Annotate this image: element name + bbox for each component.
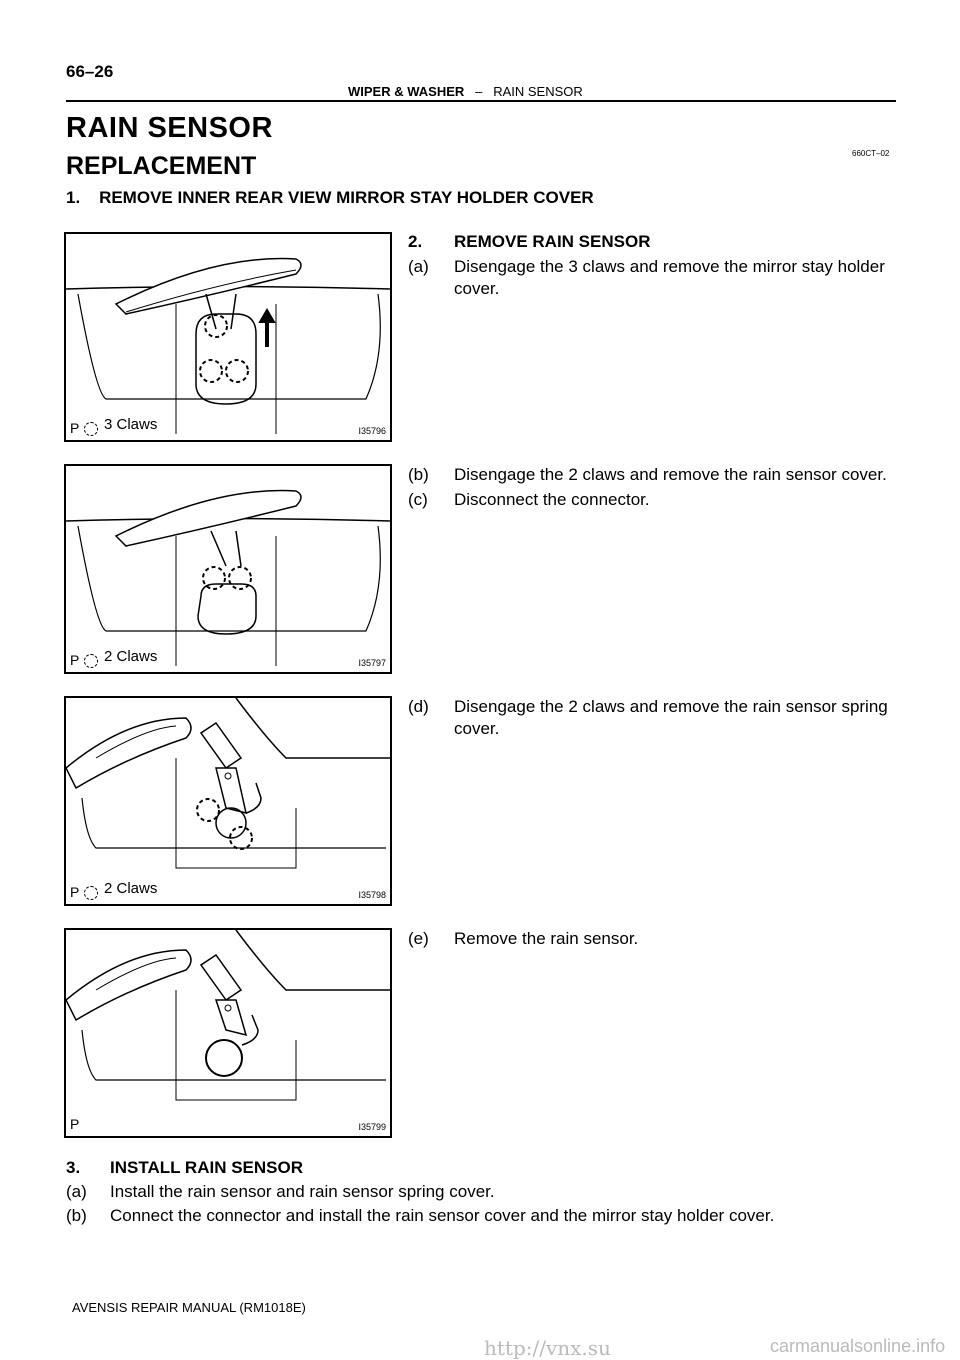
step-2d-text: Disengage the 2 claws and remove the rain sensor spring cover. xyxy=(454,697,888,738)
step-2c-label: (c) xyxy=(408,490,428,509)
step-1-heading: 1. REMOVE INNER REAR VIEW MIRROR STAY HOLDER COVER xyxy=(66,188,594,207)
figure-1-mark: P xyxy=(70,420,80,436)
illustration-spring-cover xyxy=(66,698,390,904)
step-2c-text: Disconnect the connector. xyxy=(454,490,650,509)
step-3b-text: Connect the connector and install the rain sensor cover and the mirror stay holder cover. xyxy=(110,1206,775,1225)
step-2a-text: Disengage the 3 claws and remove the mirror stay holder cover. xyxy=(454,257,885,298)
claw-legend-icon xyxy=(84,422,98,436)
page-number: 66–26 xyxy=(66,62,114,81)
page-subtitle: REPLACEMENT xyxy=(66,152,257,180)
step-3-heading: INSTALL RAIN SENSOR xyxy=(110,1158,303,1177)
step-2e-text: Remove the rain sensor. xyxy=(454,929,639,948)
figure-2-code: I35797 xyxy=(358,658,386,668)
step-2b-text: Disengage the 2 claws and remove the rain sensor cover. xyxy=(454,465,887,484)
claw-legend-icon xyxy=(84,654,98,668)
figure-rain-sensor xyxy=(64,928,392,1138)
watermark-link[interactable]: http://vnx.su xyxy=(484,1336,611,1360)
figure-rain-sensor-cover xyxy=(64,464,392,674)
figure-2-mark: P xyxy=(70,652,80,668)
figure-rain-sensor-spring-cover xyxy=(64,696,392,906)
running-header-subsection: RAIN SENSOR xyxy=(493,84,583,99)
step-2a-label: (a) xyxy=(408,257,429,276)
figure-1-caption: 3 Claws xyxy=(104,416,158,433)
running-header xyxy=(348,84,583,99)
watermark-site: carmanualsonline.info xyxy=(770,1336,946,1356)
figure-3-caption: 2 Claws xyxy=(104,880,158,897)
step-2-heading: REMOVE RAIN SENSOR xyxy=(454,232,651,251)
illustration-rain-sensor xyxy=(66,930,390,1136)
figure-mirror-stay-holder-cover xyxy=(64,232,392,442)
figure-3-code: I35798 xyxy=(358,890,386,900)
running-header-section: WIPER & WASHER xyxy=(348,84,465,99)
page-title: RAIN SENSOR xyxy=(66,112,273,144)
step-3b-label: (b) xyxy=(66,1206,87,1225)
step-2-number: 2. xyxy=(408,232,423,251)
figure-1-code: I35796 xyxy=(358,426,386,436)
claw-legend-icon xyxy=(84,886,98,900)
step-2d-label: (d) xyxy=(408,697,429,716)
footer-manual-id: AVENSIS REPAIR MANUAL (RM1018E) xyxy=(72,1300,306,1315)
header-rule xyxy=(66,100,896,102)
step-2b-label: (b) xyxy=(408,465,429,484)
figure-4-code: I35799 xyxy=(358,1122,386,1132)
figure-2-caption: 2 Claws xyxy=(104,648,158,665)
figure-3-mark: P xyxy=(70,884,80,900)
figure-4-mark: P xyxy=(70,1116,80,1132)
running-header-separator: – xyxy=(475,84,483,99)
step-3-number: 3. xyxy=(66,1158,81,1177)
illustration-sensor-cover xyxy=(66,466,390,672)
document-id: 660CT–02 xyxy=(852,149,890,158)
step-2e-label: (e) xyxy=(408,929,429,948)
step-3a-label: (a) xyxy=(66,1182,87,1201)
step-3a-text: Install the rain sensor and rain sensor spring cover. xyxy=(110,1182,495,1201)
illustration-mirror-cover xyxy=(66,234,390,440)
